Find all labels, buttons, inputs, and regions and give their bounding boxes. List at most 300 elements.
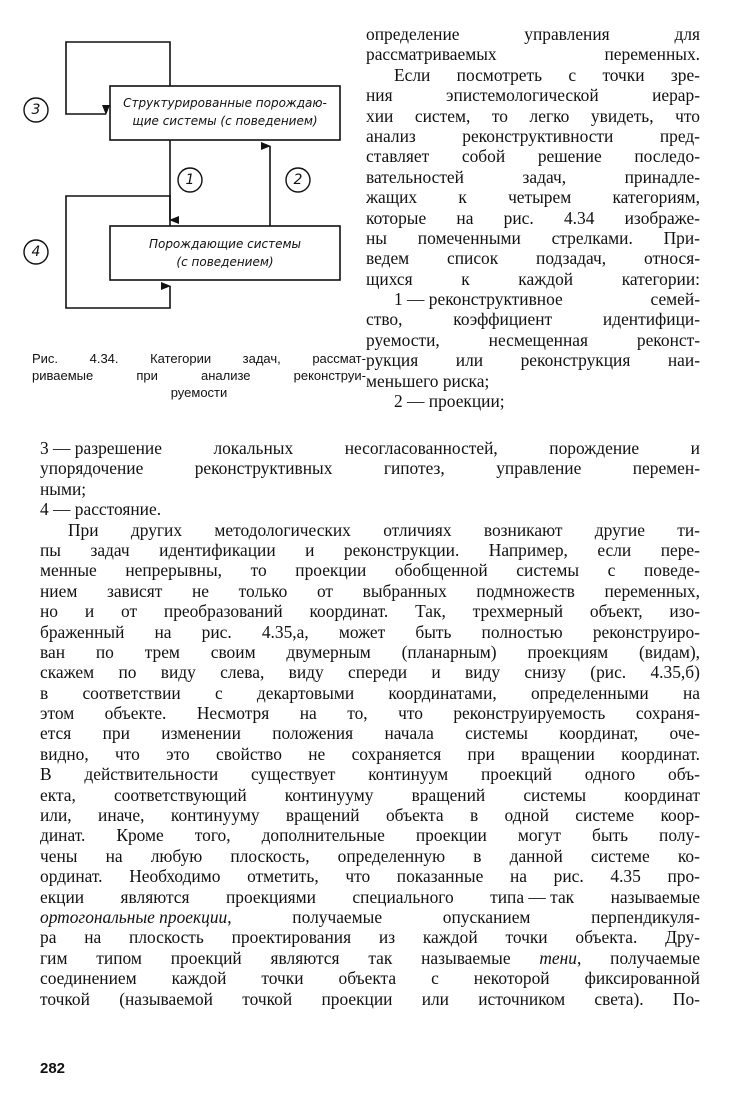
right-column-line: [366, 167, 700, 187]
word: и: [305, 539, 315, 560]
page-number: 282: [40, 1060, 66, 1077]
word: ными;: [40, 478, 87, 499]
word: каждой: [422, 927, 478, 948]
caption-line-2: [32, 367, 366, 384]
word: ортогональные проекции,: [40, 906, 232, 927]
word: последо-: [634, 146, 700, 167]
word: выбранных: [362, 580, 447, 601]
word: координат.: [621, 743, 700, 764]
word: коор-: [660, 805, 700, 826]
word: типа — так: [490, 886, 575, 907]
word: При: [68, 519, 99, 540]
word: координат,: [559, 723, 639, 744]
word: слева,: [220, 662, 265, 683]
word: реконструктивных: [194, 458, 333, 479]
word: 4.34.: [89, 351, 119, 366]
right-column-line: [366, 248, 700, 268]
word: перемен-: [632, 458, 700, 479]
word: показанные: [396, 866, 484, 887]
word: ко-: [677, 845, 700, 866]
word: задач,: [522, 166, 567, 187]
word: для: [674, 24, 700, 44]
word: системе: [590, 845, 650, 866]
word: получаемые: [610, 947, 700, 968]
right-column-line: [366, 85, 700, 105]
word: непрерывны,: [125, 560, 223, 581]
word: источником: [478, 988, 566, 1009]
word: хии: [366, 105, 394, 126]
word: екции: [40, 886, 85, 907]
word: ется: [40, 723, 72, 744]
word: света).: [594, 988, 644, 1009]
word: полностью: [481, 621, 563, 642]
word: любую: [150, 845, 203, 866]
word: проекциями: [225, 886, 316, 907]
word: Несмотря: [196, 703, 270, 724]
word: на: [509, 866, 527, 887]
body-line: [40, 438, 700, 458]
word: с: [607, 560, 616, 581]
caption-line-1: [32, 350, 366, 367]
word: вращений: [411, 784, 486, 805]
word: (планарным): [401, 641, 497, 662]
word: но: [40, 601, 59, 622]
word: упорядочение: [40, 458, 144, 479]
word: рис.: [503, 207, 534, 228]
word: что: [675, 105, 700, 126]
word: управления: [524, 24, 610, 44]
word: рассмат-: [312, 351, 366, 366]
word: системы: [516, 560, 580, 581]
body-line: [40, 846, 700, 866]
right-column-line: [366, 391, 700, 411]
word: ство,: [366, 309, 403, 330]
word: соответствующий: [113, 784, 247, 805]
word: могут: [517, 825, 561, 846]
word: являются: [270, 947, 340, 968]
word: Например,: [488, 539, 568, 560]
right-column-line: [366, 371, 700, 391]
word: несмещенная: [488, 329, 588, 350]
word: специального: [352, 886, 454, 907]
word: может: [338, 621, 386, 642]
body-line: [40, 764, 700, 784]
word: соответствии: [82, 682, 181, 703]
word: систем,: [414, 105, 471, 126]
word: то: [250, 560, 267, 581]
word: с: [214, 682, 223, 703]
word: список: [447, 248, 499, 269]
word: посмотреть: [456, 64, 543, 85]
word: получаемые: [292, 906, 383, 927]
body-line: [40, 825, 700, 845]
word: что: [115, 743, 140, 764]
word: Дру-: [665, 927, 700, 948]
word: вращении: [521, 743, 595, 764]
word: 4.34: [563, 207, 595, 228]
word: проектирования: [231, 927, 352, 948]
word: от: [120, 601, 138, 622]
word: континууму: [284, 784, 374, 805]
word: руемости,: [366, 329, 440, 350]
word: типом: [96, 947, 142, 968]
word: не: [308, 743, 326, 764]
body-line: [40, 560, 700, 580]
label-4: 4: [31, 244, 41, 260]
right-column-line: [366, 24, 700, 44]
label-2: 2: [293, 172, 303, 188]
word: ван: [40, 641, 66, 662]
word: только: [238, 580, 288, 601]
right-column-line: [366, 289, 700, 309]
word: зре-: [670, 64, 700, 85]
word: координат.: [309, 601, 389, 622]
bottom-box-line-1: Порождающие системы: [148, 237, 302, 251]
top-box-line-1: Структурированные порождаю-: [123, 96, 327, 110]
word: жащих: [366, 187, 418, 208]
word: браженный: [40, 621, 125, 642]
word: проекциям: [527, 641, 609, 662]
bottom-box-line-2: (с поведением): [176, 255, 274, 269]
word: риваемые: [32, 368, 94, 383]
word: изображе-: [624, 207, 700, 228]
word: проекции: [321, 988, 393, 1009]
word: перпендикуля-: [591, 906, 700, 927]
word: сохраня-: [635, 703, 700, 724]
word: координат: [624, 784, 700, 805]
word: скажем: [40, 662, 95, 683]
word: снизу: [524, 662, 566, 683]
word: рукция: [366, 350, 419, 371]
word: при: [136, 368, 158, 383]
word: анализе: [200, 368, 251, 383]
word: виду: [160, 662, 196, 683]
word: так: [368, 947, 393, 968]
word: не: [192, 580, 210, 601]
word: на: [456, 207, 474, 228]
word: иерар-: [652, 85, 700, 106]
word: гим: [40, 947, 68, 968]
word: 4 — расстояние.: [40, 499, 162, 520]
word: точки: [505, 927, 548, 948]
word: того,: [194, 825, 231, 846]
word: проекции: [295, 560, 367, 581]
word: меньшего риска;: [366, 370, 490, 391]
body-line: [40, 887, 700, 907]
word: спереди: [348, 662, 408, 683]
body-line: [40, 479, 700, 499]
word: этом: [40, 703, 75, 724]
word: являются: [120, 886, 190, 907]
word: быть: [415, 621, 452, 642]
word: проекции: [415, 825, 487, 846]
word: своим: [210, 641, 256, 662]
body-line: [40, 581, 700, 601]
word: Необходимо: [129, 866, 221, 887]
word: плоскость,: [230, 845, 310, 866]
word: ны: [366, 227, 387, 248]
word: на: [105, 845, 123, 866]
word: локальных: [213, 438, 294, 458]
word: собой: [461, 146, 506, 167]
word: точки: [261, 968, 304, 989]
word: или: [421, 988, 449, 1009]
word: категории:: [621, 268, 700, 289]
body-line: [40, 948, 700, 968]
word: (видам),: [638, 641, 700, 662]
body-line: [40, 744, 700, 764]
word: опусканием: [442, 906, 531, 927]
word: полу-: [659, 825, 700, 846]
body-line: [40, 723, 700, 743]
right-column-line: [366, 330, 700, 350]
word: вательностей: [366, 166, 464, 187]
word: то: [491, 105, 508, 126]
right-column-line: [366, 65, 700, 85]
caption-line-3: руемости: [170, 385, 228, 400]
word: объекта: [338, 968, 397, 989]
word: к: [458, 187, 467, 208]
emphasis: тени: [539, 947, 577, 968]
word: обобщенной: [394, 560, 488, 581]
word: пере-: [660, 539, 700, 560]
word: координатами,: [388, 682, 497, 703]
word: действительности: [84, 764, 219, 785]
body-text: [40, 438, 700, 1009]
word: на: [682, 682, 700, 703]
word: проекций: [480, 764, 552, 785]
word: реконструктивности: [462, 125, 614, 146]
word: ния: [366, 85, 393, 106]
word: четырем: [508, 187, 572, 208]
word: и: [690, 438, 700, 458]
word: трем: [144, 641, 180, 662]
word: эпистемологической: [446, 85, 599, 106]
word: называемые: [421, 947, 511, 968]
word: рис.: [201, 621, 232, 642]
word: объекта: [385, 805, 444, 826]
body-line: [40, 642, 700, 662]
label-1: 1: [185, 172, 195, 188]
word: на: [154, 621, 172, 642]
word: из: [378, 927, 396, 948]
word: порождение: [549, 438, 640, 458]
word: коэффициент: [453, 309, 553, 330]
body-line: [40, 805, 700, 825]
word: изо-: [669, 601, 700, 622]
top-box-line-2: щие системы (с поведением): [132, 114, 318, 128]
right-column-line: [366, 228, 700, 248]
word: рис.: [553, 866, 584, 887]
word: решение: [537, 146, 602, 167]
word: системе: [575, 805, 635, 826]
word: семей-: [650, 289, 700, 310]
body-line: [40, 907, 700, 927]
right-column-line: [366, 208, 700, 228]
word: ординат.: [40, 866, 103, 887]
right-column-line: [366, 106, 700, 126]
word: увидеть,: [590, 105, 654, 126]
word: методологических: [214, 519, 351, 540]
word: видно,: [40, 743, 89, 764]
word: нием: [40, 580, 78, 601]
word: виду: [465, 662, 501, 683]
word: помеченными: [417, 227, 521, 248]
word: с: [431, 968, 439, 989]
word: одной: [504, 805, 549, 826]
word: вращений: [285, 805, 360, 826]
word: наи-: [667, 350, 700, 371]
body-line: [40, 622, 700, 642]
word: объекте.: [104, 703, 167, 724]
word: гипотез,: [383, 458, 445, 479]
word: трехмерный: [472, 601, 564, 622]
word: менные: [40, 560, 97, 581]
word: реконструиро-: [592, 621, 700, 642]
word: определенными: [530, 682, 649, 703]
word: объект,: [589, 601, 643, 622]
word: что: [398, 703, 423, 724]
figure-4-34: [22, 30, 366, 405]
word: декартовыми: [256, 682, 355, 703]
word: Так,: [415, 601, 446, 622]
word: идентификации: [159, 539, 276, 560]
word: переменных.: [604, 44, 700, 65]
word: отметить,: [247, 866, 319, 887]
word: стрелками.: [551, 227, 633, 248]
word: если: [597, 539, 632, 560]
right-column-line: [366, 126, 700, 146]
word: точкой: [242, 988, 293, 1009]
body-line: [40, 601, 700, 621]
word: управление: [496, 458, 582, 479]
word: реконст-: [636, 329, 700, 350]
word: 2 — проекции;: [394, 391, 505, 412]
word: это: [166, 743, 190, 764]
word: 4.35: [610, 866, 641, 887]
word: каждой: [518, 268, 574, 289]
word: Рис.: [32, 351, 59, 366]
word: положения: [272, 723, 354, 744]
word: каждой: [171, 968, 227, 989]
word: пред-: [659, 125, 700, 146]
emphasis: ортогональные проекции: [40, 906, 228, 927]
word: с: [568, 64, 577, 85]
word: начала: [384, 723, 434, 744]
word: подзадач,: [536, 248, 607, 269]
word: виду: [288, 662, 324, 683]
word: 1 — реконструктивное: [394, 289, 563, 310]
word: быть: [591, 825, 629, 846]
word: при: [467, 743, 495, 764]
figure-caption: [32, 350, 372, 401]
word: возникают: [483, 519, 563, 540]
word: идентифици-: [602, 309, 700, 330]
word: к: [461, 268, 470, 289]
word: которые: [366, 207, 427, 228]
word: реконструи-: [293, 368, 366, 383]
word: отличиях: [383, 519, 452, 540]
word: точки: [602, 64, 645, 85]
word: подмножеств: [476, 580, 575, 601]
word: некоторой: [473, 968, 550, 989]
word: на: [299, 703, 317, 724]
body-line: [40, 703, 700, 723]
word: щихся: [366, 268, 413, 289]
word: дополнительные: [261, 825, 385, 846]
right-column-line: [366, 309, 700, 329]
body-line: [40, 683, 700, 703]
word: объ-: [668, 764, 700, 785]
word: про-: [667, 866, 700, 887]
right-column-line: [366, 146, 700, 166]
word: сохраняется: [351, 743, 442, 764]
word: По-: [672, 988, 700, 1009]
word: относя-: [643, 248, 700, 269]
word: по: [95, 641, 114, 662]
body-line: [40, 662, 700, 682]
word: (называемой: [119, 988, 213, 1009]
word: данной: [509, 845, 563, 866]
word: динат.: [40, 825, 86, 846]
word: ра: [40, 927, 57, 948]
word: на: [84, 927, 102, 948]
word: по: [118, 662, 137, 683]
right-column-line: [366, 350, 700, 370]
word: иначе,: [98, 805, 145, 826]
word: Категории: [150, 351, 212, 366]
word: и: [431, 662, 441, 683]
word: существует: [250, 764, 336, 785]
word: зависят: [106, 580, 163, 601]
body-line: [40, 989, 700, 1009]
word: задач: [90, 539, 130, 560]
word: 4.35,б): [650, 662, 700, 683]
word: плоскость: [129, 927, 204, 948]
top-box-text: [112, 94, 338, 130]
word: системы: [465, 723, 528, 744]
word: другие: [594, 519, 645, 540]
word: других: [130, 519, 183, 540]
word: объекта.: [575, 927, 638, 948]
word: или: [455, 350, 484, 371]
word: и: [84, 601, 95, 622]
word: преобразований: [163, 601, 283, 622]
word: что: [345, 866, 371, 887]
right-column-text: [366, 24, 700, 411]
word: свойство: [216, 743, 282, 764]
word: континуум: [368, 764, 449, 785]
word: системы: [523, 784, 587, 805]
word: легко: [529, 105, 570, 126]
word: екта,: [40, 784, 76, 805]
word: анализ: [366, 125, 416, 146]
word: чены: [40, 845, 78, 866]
bottom-box-text: [112, 235, 338, 271]
word: точкой: [40, 988, 90, 1009]
word: континууму: [170, 805, 260, 826]
word: оче-: [669, 723, 700, 744]
word: от: [316, 580, 334, 601]
word: определение: [366, 24, 460, 44]
word: фиксированной: [584, 968, 700, 989]
word: категориям,: [612, 187, 700, 208]
word: ти-: [677, 519, 700, 540]
word: определенную: [337, 845, 446, 866]
word: Кроме: [116, 825, 164, 846]
word: проекций: [170, 947, 242, 968]
word: тени,: [539, 947, 582, 968]
